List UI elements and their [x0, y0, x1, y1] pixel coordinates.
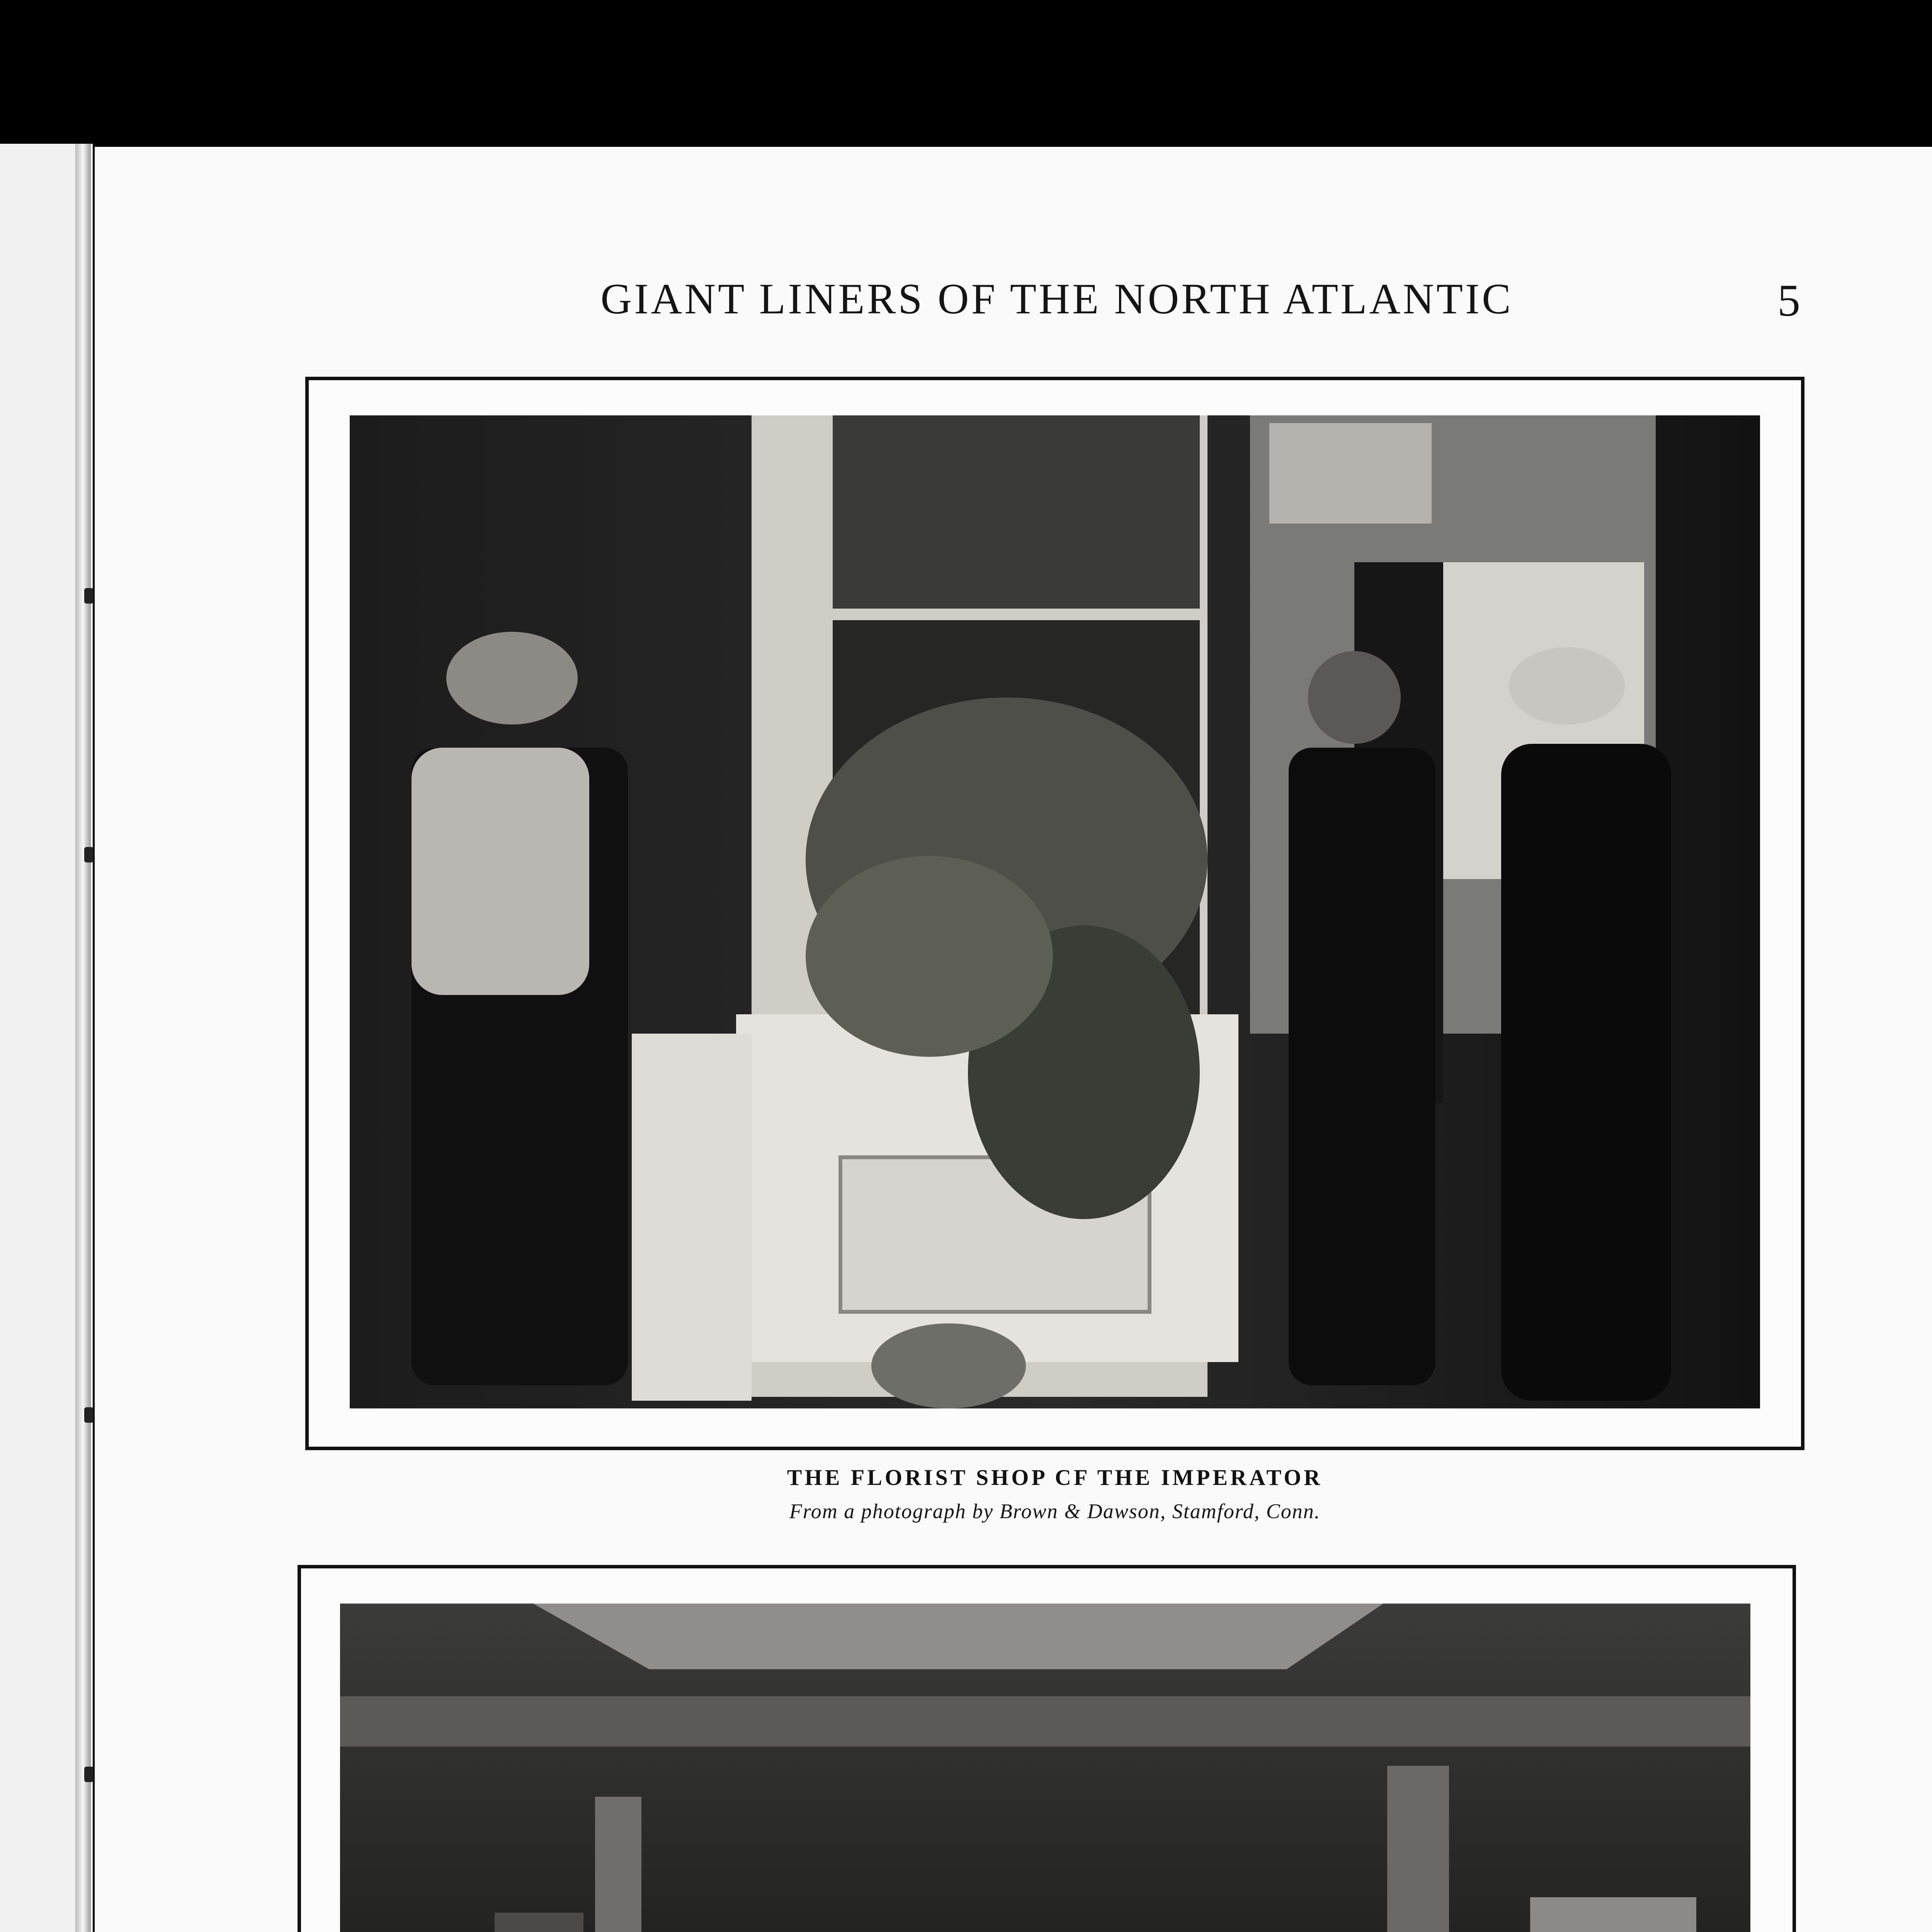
florist-plate-caption: THE FLORIST SHOP CF THE IMPERATOR	[787, 1465, 1323, 1490]
binding-stitch	[84, 847, 94, 862]
binding-stitch	[84, 588, 94, 604]
binding-fold	[75, 144, 91, 1932]
binding-stitch	[84, 1407, 94, 1423]
florist-shop-photo	[350, 415, 1760, 1408]
florist-shop-illustration	[350, 415, 1760, 1408]
facing-page-edge	[0, 144, 93, 1932]
ritz-restaurant-photo	[340, 1604, 1750, 1932]
binding-stitch	[84, 1767, 94, 1782]
page-number: 5	[1777, 275, 1800, 326]
florist-plate-credit: From a photograph by Brown & Dawson, Stamford, Conn.	[789, 1500, 1321, 1523]
ritz-restaurant-illustration	[340, 1604, 1750, 1932]
running-head: GIANT LINERS OF THE NORTH ATLANTIC	[600, 275, 1513, 323]
